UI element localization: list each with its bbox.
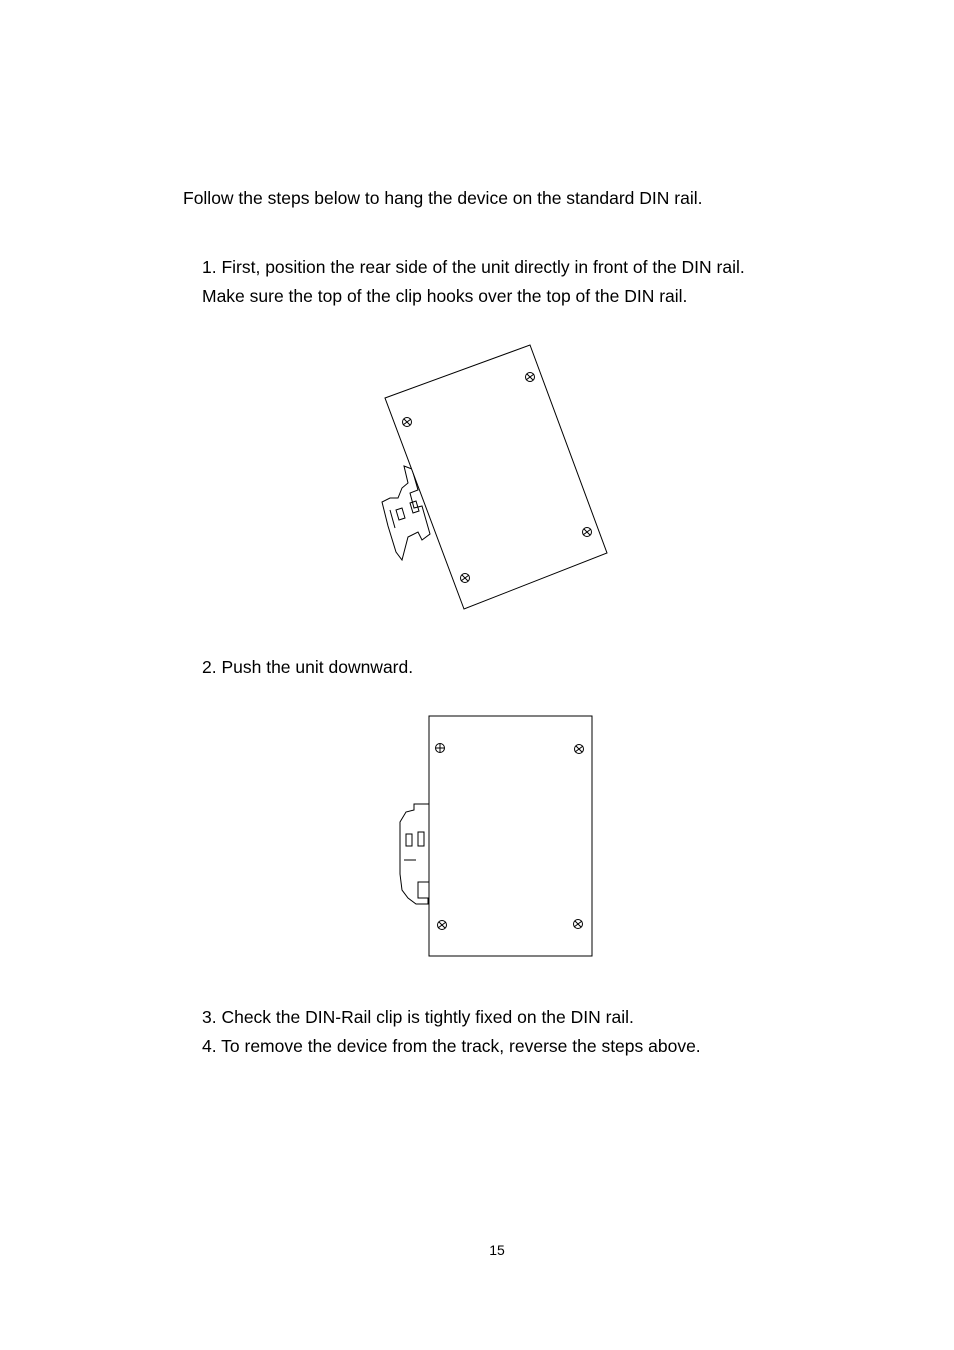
- step-3: 3. Check the DIN-Rail clip is tightly fixed on the DIN rail.: [202, 1007, 634, 1027]
- page-number: 15: [489, 1242, 505, 1258]
- unit-body-tilted: [385, 345, 607, 609]
- din-rail-clip: [400, 804, 429, 904]
- step-4: 4. To remove the device from the track, reverse the steps above.: [202, 1036, 701, 1056]
- figure-tilted-unit-on-din-rail: [360, 340, 620, 615]
- intro-paragraph: Follow the steps below to hang the device on the standard DIN rail.: [183, 188, 703, 208]
- figure-unit-on-din-rail: [380, 710, 600, 965]
- screw-icon: [436, 744, 445, 753]
- step-1-line-2: Make sure the top of the clip hooks over the top of the DIN rail.: [202, 286, 688, 306]
- step-1-line-1: 1. First, position the rear side of the unit directly in front of the DIN rail.: [202, 257, 745, 277]
- unit-body: [429, 716, 592, 956]
- mounted-unit-diagram: [380, 710, 600, 965]
- tilted-unit-diagram: [360, 340, 620, 615]
- step-2: 2. Push the unit downward.: [202, 657, 414, 677]
